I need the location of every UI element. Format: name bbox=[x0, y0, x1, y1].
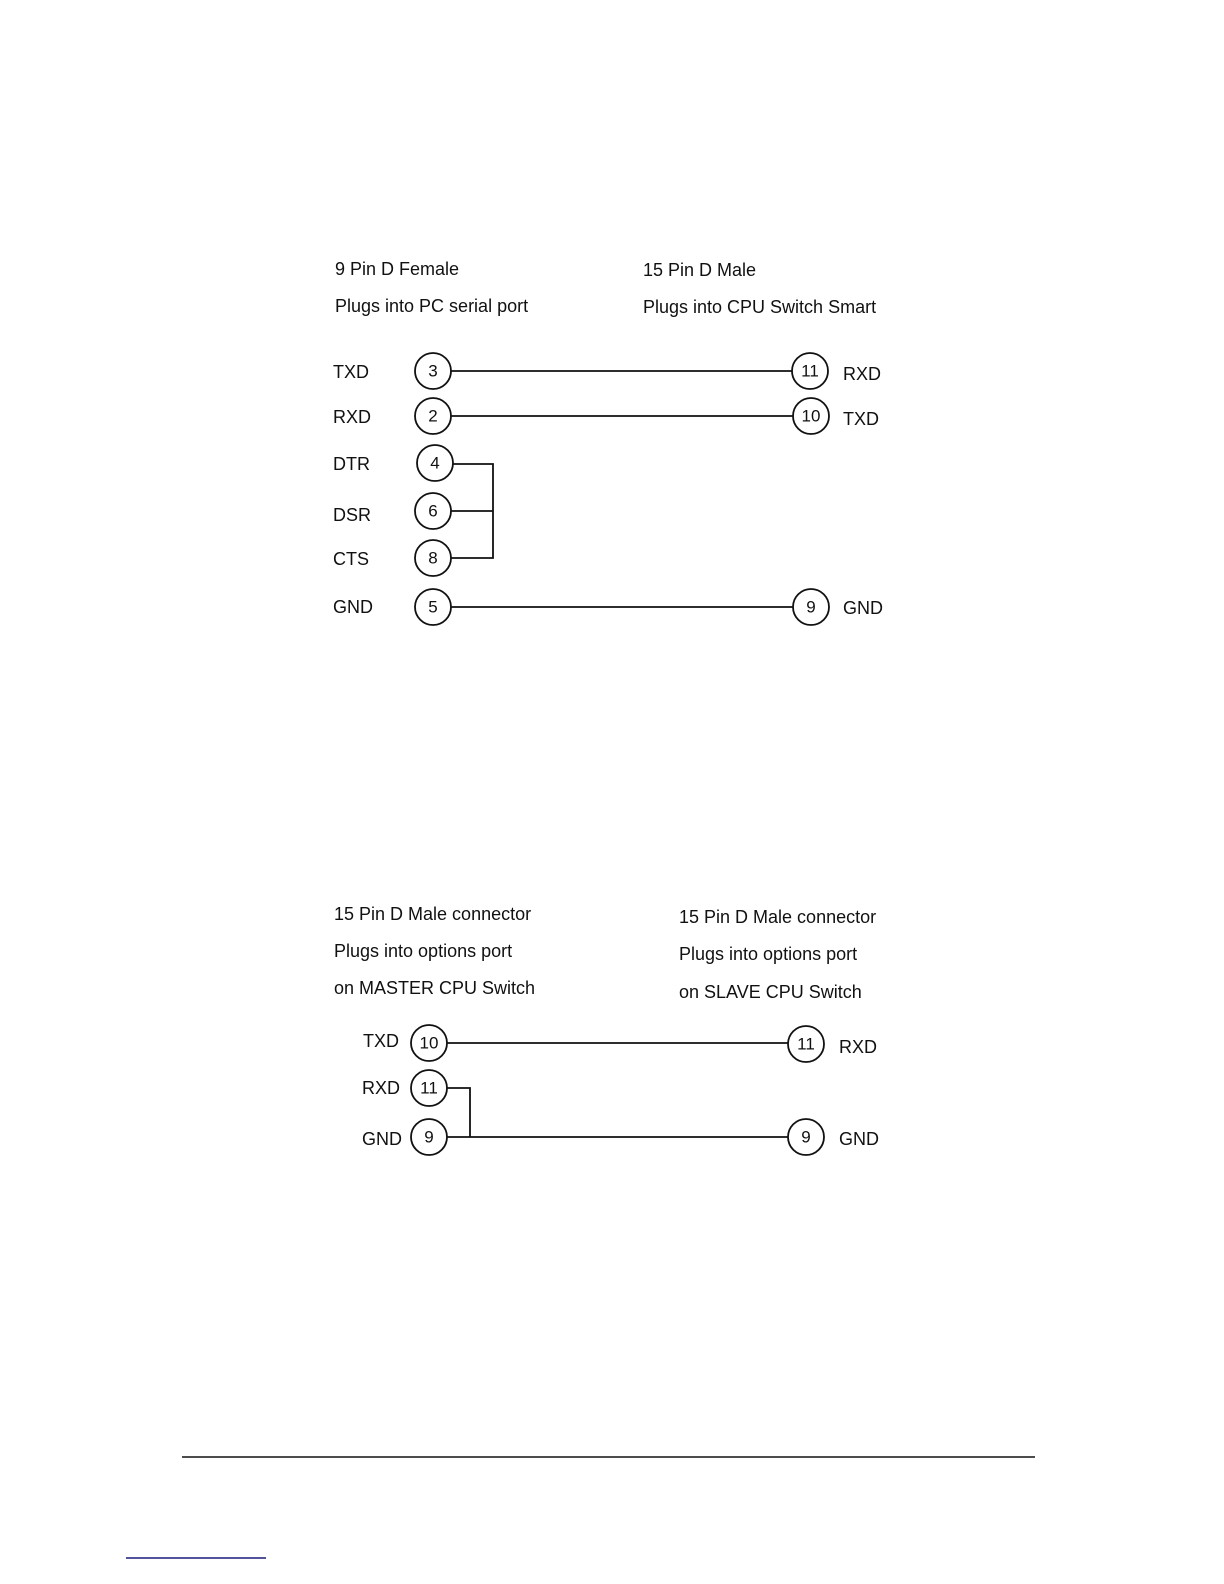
d1-left-title: 9 Pin D Female bbox=[335, 259, 460, 279]
d2-right-pin bbox=[788, 1119, 879, 1155]
signal-label: GND bbox=[839, 1129, 879, 1149]
signal-label: TXD bbox=[843, 409, 879, 429]
signal-label: GND bbox=[333, 597, 373, 617]
signal-label: RXD bbox=[843, 364, 882, 384]
pin-number: 9 bbox=[806, 597, 816, 617]
signal-label: DSR bbox=[333, 505, 372, 525]
d2-left-line-3: on MASTER CPU Switch bbox=[334, 978, 536, 998]
d1-right-title: 15 Pin D Male bbox=[643, 260, 757, 280]
d1-right-subtitle: Plugs into CPU Switch Smart bbox=[643, 297, 877, 317]
d1-left-subtitle: Plugs into PC serial port bbox=[335, 296, 529, 316]
d2-right-line-2: Plugs into options port bbox=[679, 944, 858, 964]
pin-number: 11 bbox=[420, 1078, 438, 1098]
d2-right-pin bbox=[788, 1026, 877, 1062]
rxd-gnd-bracket bbox=[447, 1088, 470, 1137]
d1-left-pin bbox=[333, 398, 451, 434]
d1-left-pin bbox=[333, 445, 453, 481]
pin-number: 3 bbox=[428, 361, 438, 381]
pin-number: 2 bbox=[428, 406, 438, 426]
signal-label: RXD bbox=[839, 1037, 878, 1057]
signal-label: TXD bbox=[363, 1031, 399, 1051]
d2-left-pin bbox=[362, 1119, 447, 1155]
d1-right-pin bbox=[793, 589, 883, 625]
d1-left-pin bbox=[333, 589, 451, 625]
d1-left-pin bbox=[333, 540, 451, 576]
pin-number: 10 bbox=[419, 1033, 439, 1053]
signal-label: GND bbox=[362, 1129, 402, 1149]
d2-right-line-1: 15 Pin D Male connector bbox=[679, 907, 877, 927]
signal-label: RXD bbox=[362, 1078, 401, 1098]
d1-left-pin bbox=[333, 493, 451, 529]
signal-label: CTS bbox=[333, 549, 369, 569]
signal-label: GND bbox=[843, 598, 883, 618]
signal-label: DTR bbox=[333, 454, 370, 474]
pin-number: 5 bbox=[428, 597, 438, 617]
signal-label: TXD bbox=[333, 362, 369, 382]
d2-left-pin bbox=[362, 1070, 447, 1106]
pin-number: 9 bbox=[801, 1127, 811, 1147]
d2-left-pin bbox=[363, 1025, 447, 1061]
pin-number: 9 bbox=[424, 1127, 434, 1147]
signal-label: RXD bbox=[333, 407, 372, 427]
pin-number: 6 bbox=[428, 501, 438, 521]
d1-right-pin bbox=[792, 353, 881, 389]
pin-number: 11 bbox=[801, 361, 819, 381]
d2-right-line-3: on SLAVE CPU Switch bbox=[679, 982, 862, 1002]
pin-number: 10 bbox=[801, 406, 821, 426]
d2-left-line-1: 15 Pin D Male connector bbox=[334, 904, 532, 924]
pin-number: 4 bbox=[430, 453, 440, 473]
d2-left-line-2: Plugs into options port bbox=[334, 941, 513, 961]
d1-right-pin bbox=[793, 398, 879, 434]
pin-number: 8 bbox=[428, 548, 438, 568]
pin-number: 11 bbox=[797, 1034, 815, 1054]
d1-left-pin bbox=[333, 353, 451, 389]
